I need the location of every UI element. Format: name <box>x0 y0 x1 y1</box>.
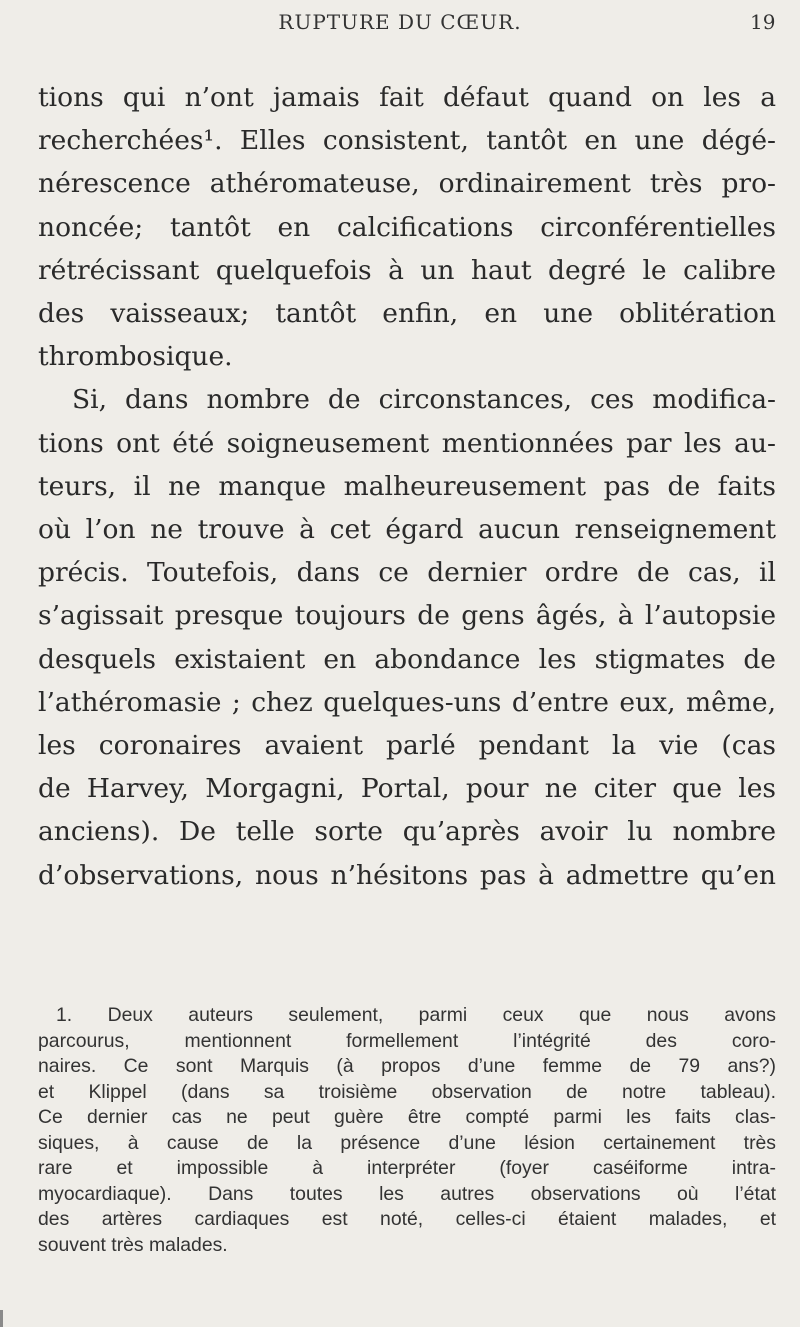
body-line: desquels existaient en abondance les stigmates de <box>38 643 776 675</box>
footnote-line: siques, à cause de la présence d’une lésion certainement très <box>38 1131 776 1154</box>
body-line: thrombosique. <box>38 341 233 373</box>
body-line: tions ont été soigneusement mentionnées par les au- <box>38 427 776 459</box>
footnote <box>38 1003 776 1258</box>
body-line: d’observations, nous n’hésitons pas à admettre qu’en <box>38 859 776 891</box>
body-line: s’agissait presque toujours de gens âgés, à l’autopsie <box>38 600 776 632</box>
footnote-line: et Klippel (dans sa troisième observation de notre tableau). <box>38 1080 776 1103</box>
footnote-line: 1. Deux auteurs seulement, parmi ceux que nous avons <box>56 1004 776 1026</box>
body-line: anciens). De telle sorte qu’après avoir lu nombre <box>38 816 776 848</box>
body-line: nérescence athéromateuse, ordinairement très pro- <box>38 168 776 200</box>
page-edge-mark <box>0 1310 3 1327</box>
body-line: teurs, il ne manque malheureusement pas de faits <box>38 470 776 502</box>
body-line: les coronaires avaient parlé pendant la vie (cas <box>38 730 776 762</box>
body-line: rétrécissant quelquefois à un haut degré le calibre <box>38 254 776 286</box>
footnote-line: rare et impossible à interpréter (foyer caséiforme intra- <box>38 1157 776 1179</box>
body-line: l’athéromasie ; chez quelques-uns d’entre eux, même, <box>38 686 776 718</box>
footnote-line: parcourus, mentionnent formellement l’intégrité des coro- <box>38 1029 776 1052</box>
body-line: de Harvey, Morgagni, Portal, pour ne citer que les <box>38 773 776 805</box>
body-line: tions qui n’ont jamais fait défaut quand on les a <box>38 82 776 113</box>
footnote-line: Ce dernier cas ne peut guère être compté parmi les faits clas- <box>38 1106 776 1128</box>
page-number: 19 <box>750 10 776 34</box>
body-line: recherchées¹. Elles consistent, tantôt en une dégé- <box>38 125 776 157</box>
body-line: des vaisseaux; tantôt enfin, en une oblitération <box>38 298 776 330</box>
body-text <box>38 76 776 897</box>
body-line: précis. Toutefois, dans ce dernier ordre de cas, il <box>38 557 776 589</box>
body-line: où l’on ne trouve à cet égard aucun renseignement <box>38 514 776 546</box>
running-title: RUPTURE DU CŒUR. <box>278 10 522 34</box>
footnote-line: myocardiaque). Dans toutes les autres observations où l’état <box>38 1182 776 1205</box>
body-line: Si, dans nombre de circonstances, ces modifica- <box>72 384 776 416</box>
footnote-line: des artères cardiaques est noté, celles-ci étaient malades, et <box>38 1208 776 1230</box>
body-line: noncée; tantôt en calcifications circonférentielles <box>38 211 776 243</box>
footnote-line: souvent très malades. <box>38 1233 228 1256</box>
footnote-line: naires. Ce sont Marquis (à propos d’une femme de 79 ans?) <box>38 1055 776 1077</box>
